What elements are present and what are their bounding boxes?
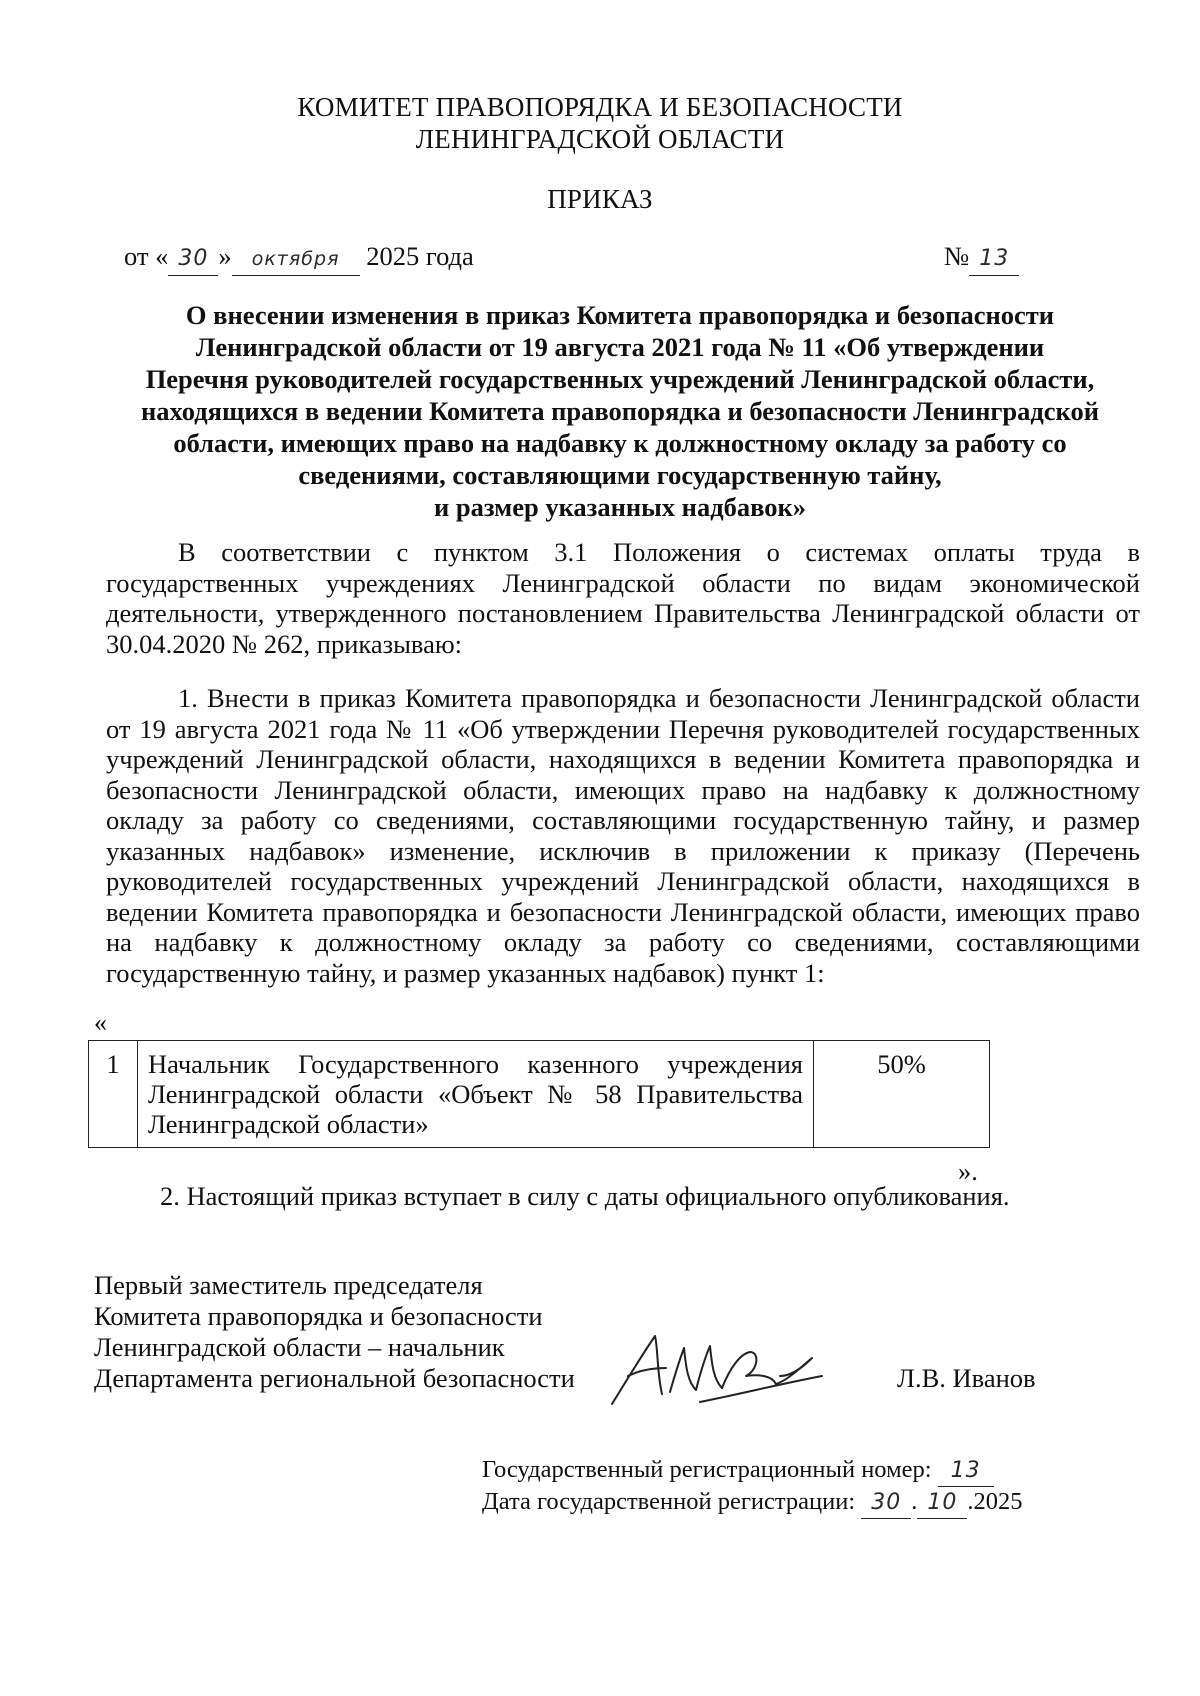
number-label: №: [944, 241, 970, 271]
registration-date-line: [482, 1487, 1023, 1519]
signatory-line: Комитета правопорядка и безопасности: [94, 1301, 543, 1331]
signatory-line: Ленинградской области – начальник: [94, 1332, 505, 1362]
registration-date-sep: .: [911, 1488, 918, 1515]
quote-close: ».: [958, 1156, 978, 1186]
item-2: 2. Настоящий приказ вступает в силу с даты официального опубликования.: [160, 1181, 1010, 1211]
row-percent: 50%: [814, 1041, 990, 1148]
title-line: области, имеющих право на надбавку к должностному окладу за работу со: [173, 428, 1067, 458]
signatory-title: [94, 1270, 575, 1394]
signature-image: [600, 1318, 830, 1414]
item-1: [106, 683, 1140, 988]
title-line: и размер указанных надбавок»: [433, 492, 807, 522]
date-prefix: от «: [124, 241, 169, 271]
title-line: Ленинградской области от 19 августа 2021 года № 11 «Об утверждении: [195, 332, 1045, 362]
registration-day-handwritten: 30: [861, 1488, 911, 1519]
registration-month-handwritten: 10: [917, 1488, 967, 1519]
table-row: [89, 1041, 990, 1148]
registration-number-label: Государственный регистрационный номер:: [482, 1456, 932, 1483]
date-year: 2025 года: [366, 241, 474, 271]
row-number: 1: [89, 1041, 138, 1148]
signatory-name: Л.В. Иванов: [897, 1363, 1036, 1393]
date-line: [124, 240, 474, 276]
title-line: Перечня руководителей государственных учреждений Ленинградской области,: [145, 364, 1095, 394]
registration-number-handwritten: 13: [938, 1456, 994, 1487]
number-handwritten: 13: [969, 243, 1019, 276]
preamble: [106, 537, 1140, 659]
positions-table: [88, 1040, 990, 1148]
committee-name-line1: КОМИТЕТ ПРАВОПОРЯДКА И БЕЗОПАСНОСТИ: [297, 92, 903, 122]
title-line: находящихся в ведении Комитета правопорядка и безопасности Ленинградской: [141, 396, 1099, 426]
row-position: Начальник Государственного казенного учреждения Ленинградской области «Объект № 58 Правительства Ленинградской области»: [138, 1041, 814, 1148]
date-month-handwritten: октября: [232, 243, 360, 276]
item-1-text: 1. Внести в приказ Комитета правопорядка и безопасности Ленинградской области от 19 августа 2021 года № 11 «Об утверждении Перечня руководителей государственных учреждений Ленинградской области, находящихся в ведении Комитета правопорядка и безопасности Ленинградской области, имеющих право на надбавку к должностному окладу за работу со сведениями, составляющими государственную тайну, и размер указанных надбавок» изменение, исключив в приложении к приказу (Перечень руководителей государственных учреждений Ленинградской области, находящихся в ведении Комитета правопорядка и безопасности Ленинградской области, имеющих право на надбавку к должностному окладу за работу со сведениями, составляющими государственную тайну, и размер указанных надбавок) пункт 1:: [106, 683, 1140, 988]
title-line: сведениями, составляющими государственную тайну,: [298, 460, 942, 490]
registration-date-label: Дата государственной регистрации:: [482, 1488, 856, 1515]
registration-year: .2025: [967, 1488, 1023, 1515]
quote-open: «: [94, 1008, 107, 1037]
committee-name-line2: ЛЕНИНГРАДСКОЙ ОБЛАСТИ: [415, 124, 785, 154]
preamble-text: В соответствии с пунктом 3.1 Положения о системах оплаты труда в государственных учреждениях Ленинградской области по видам экономической деятельности, утвержденного постановлением Правительства Ленинградской области от 30.04.2020 № 262, приказываю:: [106, 537, 1140, 659]
signatory-line: Первый заместитель председателя: [94, 1270, 483, 1300]
order-title: [100, 299, 1140, 523]
document-type: ПРИКАЗ: [547, 184, 653, 214]
registration-number-line: [482, 1455, 994, 1487]
date-day-handwritten: 30: [168, 243, 218, 276]
order-number: [944, 240, 1019, 276]
title-line: О внесении изменения в приказ Комитета правопорядка и безопасности: [185, 300, 1055, 330]
signatory-line: Департамента региональной безопасности: [94, 1363, 575, 1393]
date-mid: »: [218, 241, 232, 271]
